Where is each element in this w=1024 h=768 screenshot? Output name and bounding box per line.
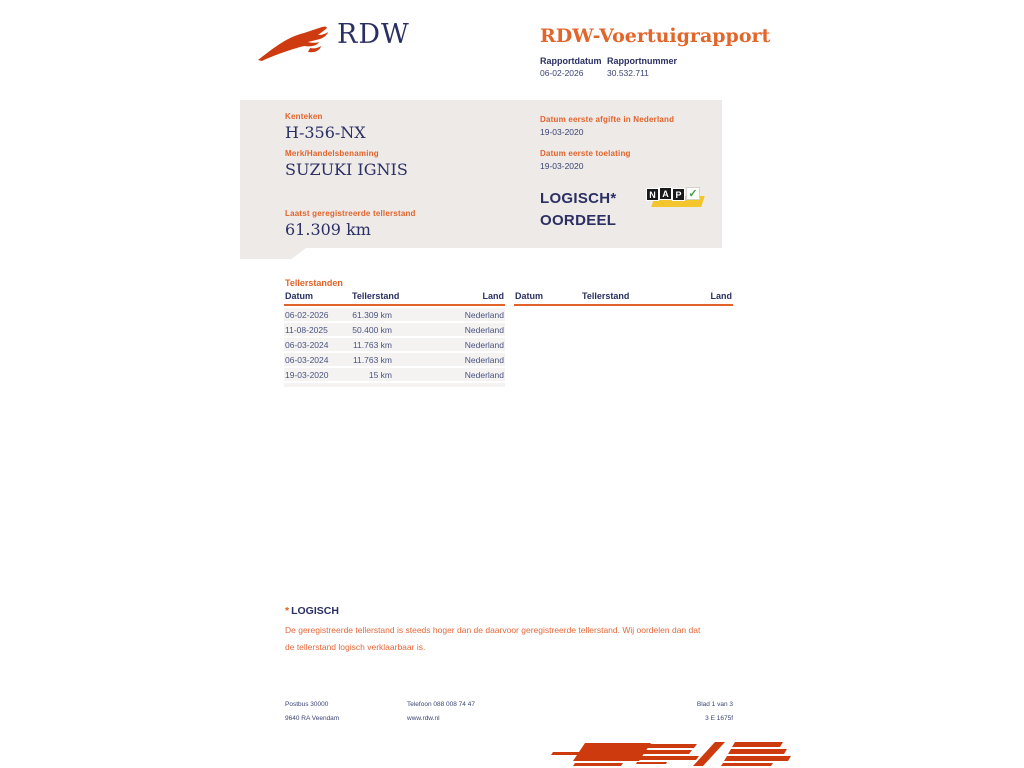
cell-datum: 06-02-2026 (285, 309, 329, 320)
rdw-logo-text: RDW (337, 19, 410, 50)
table-row (284, 368, 505, 381)
cell-land: Nederland (464, 369, 504, 380)
col-header-land: Land (710, 291, 732, 301)
rdw-feather-logo-icon (256, 26, 334, 64)
cell-land: Nederland (464, 324, 504, 335)
cell-datum: 11-08-2025 (285, 324, 328, 335)
tellerstanden-table-left (284, 291, 505, 387)
table-row (284, 353, 505, 366)
footer-page-number: Blad 1 van 3 (696, 701, 733, 708)
report-number-label: Rapportnummer (607, 56, 678, 66)
note-body: De geregistreerde tellerstand is steeds hoger dan de daarvoor geregistreerde tellerstand. Wij oordelen dan dat de tellerstand logisch verklaarbaar is. (285, 625, 701, 652)
report-date-label: Rapportdatum (540, 56, 602, 66)
col-header-datum: Datum (285, 291, 314, 301)
afgifte-label: Datum eerste afgifte in Nederland (540, 115, 675, 124)
document-title: RDW-Voertuigrapport (540, 25, 771, 47)
toelating-label: Datum eerste toelating (540, 149, 631, 158)
cell-land: Nederland (464, 309, 504, 320)
toelating-date: 19-03-2020 (540, 161, 584, 171)
table-bottom-strip (284, 383, 505, 387)
tellerstanden-table-right (514, 291, 733, 306)
nap-letter-a: A (659, 187, 672, 200)
table-row (284, 323, 505, 336)
footer-form-code: 3 E 1675f (705, 715, 733, 722)
nap-letter-p: P (672, 188, 685, 201)
note-title (285, 605, 339, 617)
cell-land: Nederland (464, 339, 504, 350)
note-asterisk: * (285, 605, 290, 617)
col-header-land: Land (482, 291, 504, 301)
table-row (284, 308, 505, 321)
nap-logo (646, 187, 704, 211)
table-header-row (284, 291, 505, 306)
footer-phone: Telefoon 088 008 74 47 (407, 701, 475, 708)
cell-datum: 06-03-2024 (285, 354, 329, 365)
table-row (284, 338, 505, 351)
cell-tellerstand: 15 km (368, 369, 392, 380)
summary-panel-corner-tab (240, 248, 306, 259)
nap-letter-n: N (646, 188, 659, 201)
merk-label: Merk/Handelsbenaming (285, 149, 379, 158)
footer-address-line1: Postbus 30000 (285, 701, 329, 708)
report-date-value: 06-02-2026 (540, 68, 584, 78)
merk-value: SUZUKI IGNIS (285, 160, 408, 179)
footer-address-line2: 9640 RA Veendam (285, 715, 340, 722)
afgifte-date: 19-03-2020 (540, 127, 584, 137)
cell-tellerstand: 11.763 km (352, 339, 392, 350)
note-title-text: LOGISCH (291, 605, 339, 617)
col-header-tellerstand: Tellerstand (582, 291, 630, 301)
cell-datum: 19-03-2020 (285, 369, 329, 380)
cell-tellerstand: 50.400 km (352, 324, 392, 335)
table-title: Tellerstanden (285, 278, 343, 288)
table-header-row (514, 291, 733, 306)
oordeel-line1: LOGISCH* (540, 190, 617, 207)
kenteken-label: Kenteken (285, 112, 323, 121)
oordeel-line2: OORDEEL (540, 211, 617, 229)
footer-feather-stripes-graphic (543, 740, 793, 768)
cell-datum: 06-03-2024 (285, 339, 329, 350)
tellerstand-label: Laatst geregistreerde tellerstand (285, 209, 416, 218)
col-header-tellerstand: Tellerstand (352, 291, 400, 301)
cell-land: Nederland (464, 354, 504, 365)
nap-check-icon: ✓ (686, 187, 700, 200)
kenteken-value: H-356-NX (285, 123, 366, 142)
report-number-value: 30.532.711 (607, 68, 649, 78)
cell-tellerstand: 61.309 km (352, 309, 392, 320)
tellerstand-value: 61.309 km (285, 220, 371, 239)
cell-tellerstand: 11.763 km (352, 354, 392, 365)
col-header-datum: Datum (515, 291, 544, 301)
oordeel-text (540, 188, 617, 232)
footer-website: www.rdw.nl (407, 715, 440, 722)
